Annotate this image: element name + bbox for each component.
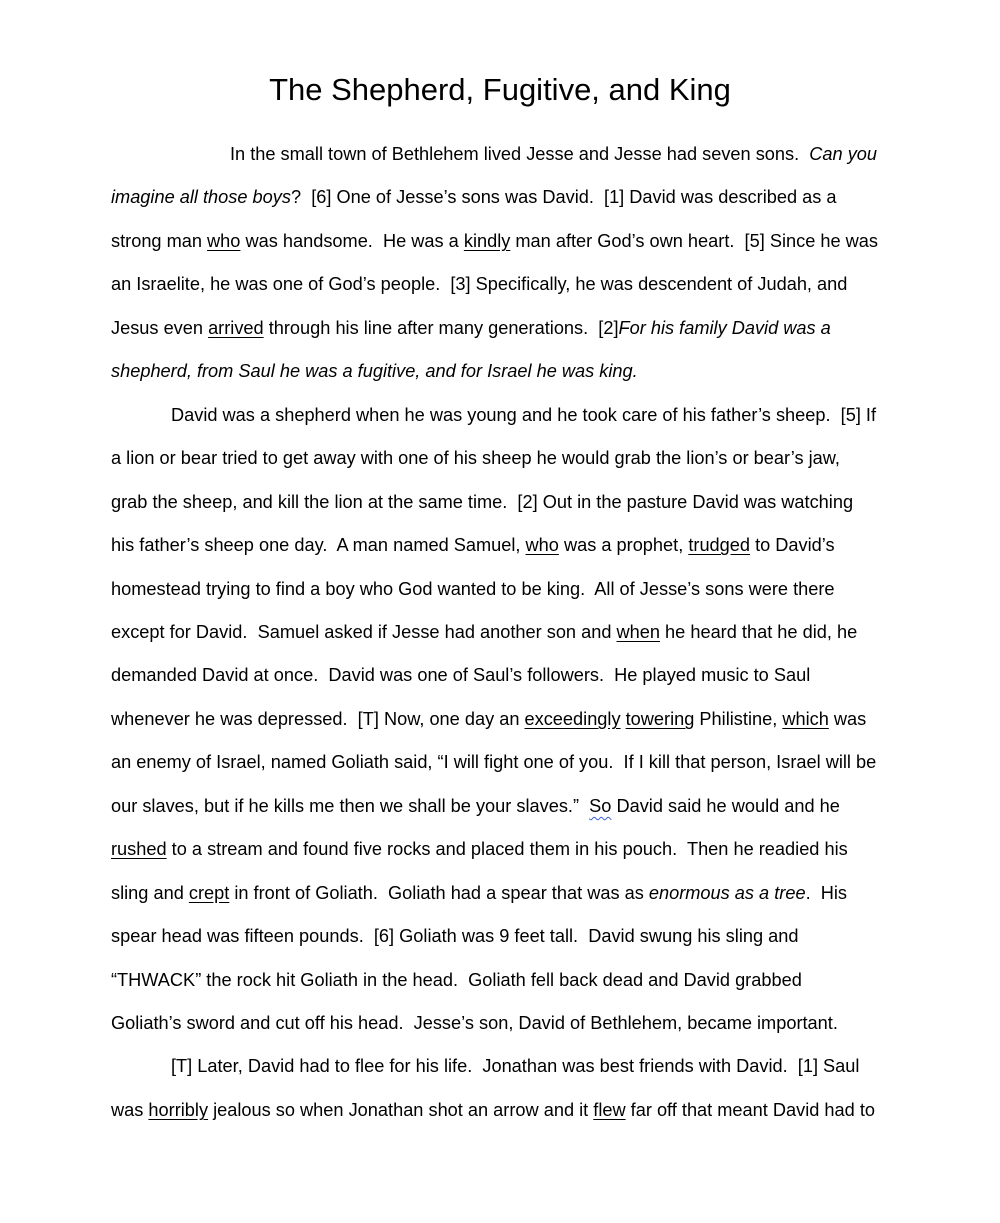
text-line [111,924,798,948]
text-run: sling and [111,883,189,903]
text-line [111,620,857,644]
text-run: David said he would and he [611,796,840,816]
italic-text: Can you [809,144,878,164]
text-line [111,750,876,774]
text-run: except for David. Samuel asked if Jesse had another son and [111,622,617,642]
text-run: [T] Later, David had to flee for his life. Jonathan was best friends with David. [1] Saul [171,1056,860,1076]
underlined-word: So [589,796,612,816]
text-run: to David’s [750,535,835,555]
italic-text: For his family David was a [618,318,831,338]
text-run: was a prophet, [558,535,689,555]
text-run: a lion or bear tried to get away with one of his sheep he would grab the lion’s or bear’s jaw, [111,448,840,468]
text-run: jealous so when Jonathan shot an arrow and it [208,1100,594,1120]
underlined-word: towering [625,709,695,729]
text-run: was [828,709,867,729]
underlined-word: trudged [688,535,751,555]
document-title: The Shepherd, Fugitive, and King [269,72,731,107]
italic-text: enormous as a tree [648,883,806,903]
text-run: Goliath’s sword and cut off his head. Jesse’s son, David of Bethlehem, became important. [111,1013,838,1033]
text-line [111,490,853,514]
text-line [111,881,847,905]
text-line [111,707,866,731]
text-line [111,1098,875,1122]
text-line [171,403,876,427]
text-line [111,533,835,557]
text-line [111,229,878,253]
italic-text: imagine all those boys [111,187,291,207]
text-line [171,1054,859,1078]
text-line [111,794,840,818]
text-run: grab the sheep, and kill the lion at the same time. [2] Out in the pasture David was watching [111,492,854,512]
text-run: homestead trying to find a boy who God wanted to be king. All of Jesse’s sons were there [111,579,835,599]
underlined-word: who [207,231,241,251]
text-run: ? [6] One of Jesse’s sons was David. [1] David was described as a [290,187,837,207]
text-run: was handsome. He was a [240,231,464,251]
text-run: our slaves, but if he kills me then we shall be your slaves.” [111,796,590,816]
text-line [111,663,810,687]
text-line [111,359,638,383]
underlined-word: arrived [208,318,264,338]
text-run: In the small town of Bethlehem lived Jesse and Jesse had seven sons. [230,144,810,164]
text-line [111,968,802,992]
text-run: was [111,1100,149,1120]
text-run: demanded David at once. David was one of Saul’s followers. He played music to Saul [111,665,811,685]
underlined-word: flew [593,1100,626,1120]
text-run: spear head was fifteen pounds. [6] Goliath was 9 feet tall. David swung his sling and [111,926,799,946]
text-run: far off that meant David had to [625,1100,875,1120]
text-line [111,316,831,340]
text-run: he heard that he did, he [660,622,858,642]
underlined-word: exceedingly [524,709,621,729]
text-run: Jesus even [111,318,209,338]
text-run: man after God’s own heart. [5] Since he was [510,231,878,251]
text-line [111,446,840,470]
text-line [111,837,848,861]
text-run: strong man [111,231,208,251]
text-run: to a stream and found five rocks and placed them in his pouch. Then he readied his [166,839,848,859]
text-run: David was a shepherd when he was young and he took care of his father’s sheep. [5] If [171,405,877,425]
text-run: . His [805,883,847,903]
italic-text: shepherd, from Saul he was a fugitive, and for Israel he was king. [111,361,638,381]
text-run: whenever he was depressed. [T] Now, one day an [111,709,525,729]
text-line [111,272,847,296]
text-run: an enemy of Israel, named Goliath said, “I will fight one of you. If I kill that person, Israel will be [111,752,877,772]
underlined-word: crept [188,883,230,903]
underlined-word: who [525,535,559,555]
underlined-word: which [782,709,829,729]
text-run: an Israelite, he was one of God’s people. [3] Specifically, he was descendent of Judah, and [111,274,848,294]
text-run: in front of Goliath. Goliath had a spear that was as [229,883,649,903]
underlined-word: rushed [111,839,167,859]
underlined-word: horribly [148,1100,209,1120]
text-line [111,185,837,209]
text-run: through his line after many generations. [2] [263,318,619,338]
text-run: “THWACK” the rock hit Goliath in the head. Goliath fell back dead and David grabbed [111,970,802,990]
text-run: his father’s sheep one day. A man named Samuel, [111,535,526,555]
text-line [111,1011,838,1035]
text-line [111,577,835,601]
underlined-word: when [616,622,660,642]
text-run: Philistine, [694,709,783,729]
text-line [230,142,877,166]
underlined-word: kindly [463,231,511,251]
